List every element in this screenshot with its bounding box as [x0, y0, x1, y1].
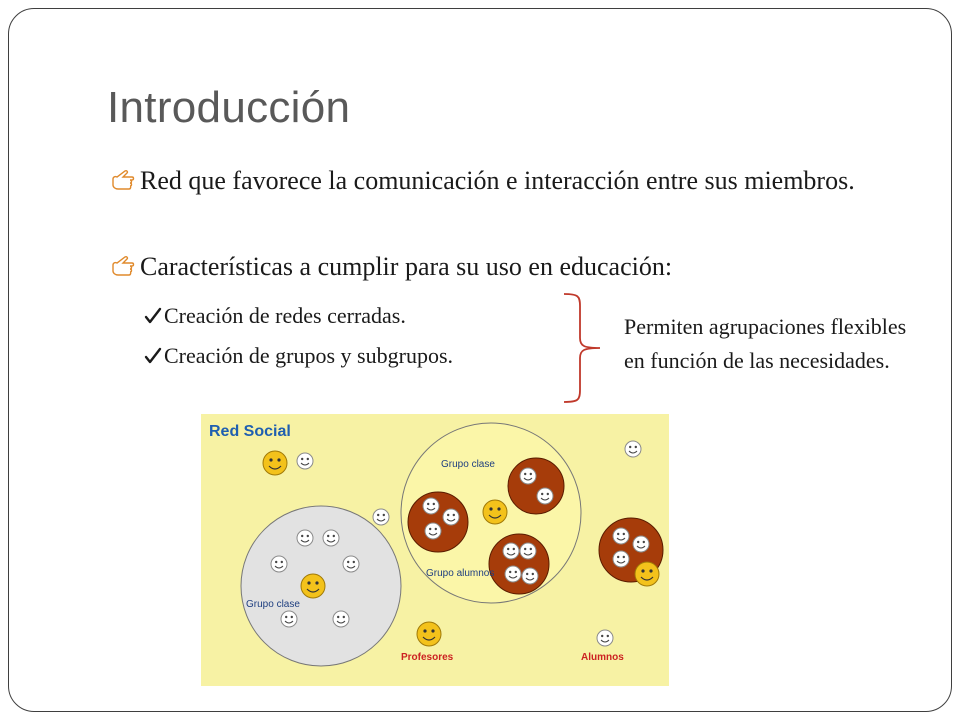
- student-face-icon: [281, 611, 297, 627]
- sub-bullet-1-text: Creación de redes cerradas.: [164, 303, 406, 328]
- student-face-icon: [505, 566, 521, 582]
- teacher-face-icon: [263, 451, 287, 475]
- student-face-icon: [323, 530, 339, 546]
- student-face-icon: [522, 568, 538, 584]
- teacher-face-icon: [417, 622, 441, 646]
- student-face-icon: [520, 468, 536, 484]
- student-face-icon: [271, 556, 287, 572]
- bullet-2-text: Características a cumplir para su uso en educación:: [140, 252, 673, 281]
- student-face-icon: [613, 528, 629, 544]
- student-face-icon: [373, 509, 389, 525]
- pointing-hand-icon: [110, 254, 136, 278]
- student-face-icon: [625, 441, 641, 457]
- student-face-icon: [333, 611, 349, 627]
- checkmark-icon: [144, 347, 162, 365]
- teacher-face-icon: [635, 562, 659, 586]
- legend-teachers: Profesores: [401, 652, 454, 663]
- sub-bullet-2-text: Creación de grupos y subgrupos.: [164, 343, 454, 368]
- diagram-title: Red Social: [209, 423, 291, 440]
- student-face-icon: [343, 556, 359, 572]
- right-group-label: Grupo clase: [441, 459, 495, 470]
- checkmark-icon: [144, 307, 162, 325]
- student-face-icon: [537, 488, 553, 504]
- student-face-icon: [613, 551, 629, 567]
- diagram-canvas: [201, 414, 669, 686]
- subgroup-label: Grupo alumnos: [426, 568, 495, 579]
- student-face-icon: [633, 536, 649, 552]
- student-face-icon: [443, 509, 459, 525]
- slide-title: Introducción: [107, 83, 351, 132]
- student-face-icon: [597, 630, 613, 646]
- pointing-hand-icon: [110, 168, 136, 192]
- left-group-label: Grupo clase: [246, 599, 300, 610]
- student-face-icon: [520, 543, 536, 559]
- student-face-icon: [423, 498, 439, 514]
- right-brace: [556, 292, 606, 404]
- red-social-diagram: [201, 414, 669, 686]
- teacher-face-icon: [301, 574, 325, 598]
- teacher-face-icon: [483, 500, 507, 524]
- student-face-icon: [297, 530, 313, 546]
- bullet-1-text: Red que favorece la comunicación e interacción entre sus miembros.: [140, 166, 855, 195]
- student-face-icon: [425, 523, 441, 539]
- callout-text: Permiten agrupaciones flexibles en función de las necesidades.: [624, 314, 907, 373]
- student-face-icon: [297, 453, 313, 469]
- subgroup-circle: [489, 534, 549, 594]
- legend-students: Alumnos: [581, 652, 624, 663]
- student-face-icon: [503, 543, 519, 559]
- subgroup-circle: [508, 458, 564, 514]
- subgroup-circle: [408, 492, 468, 552]
